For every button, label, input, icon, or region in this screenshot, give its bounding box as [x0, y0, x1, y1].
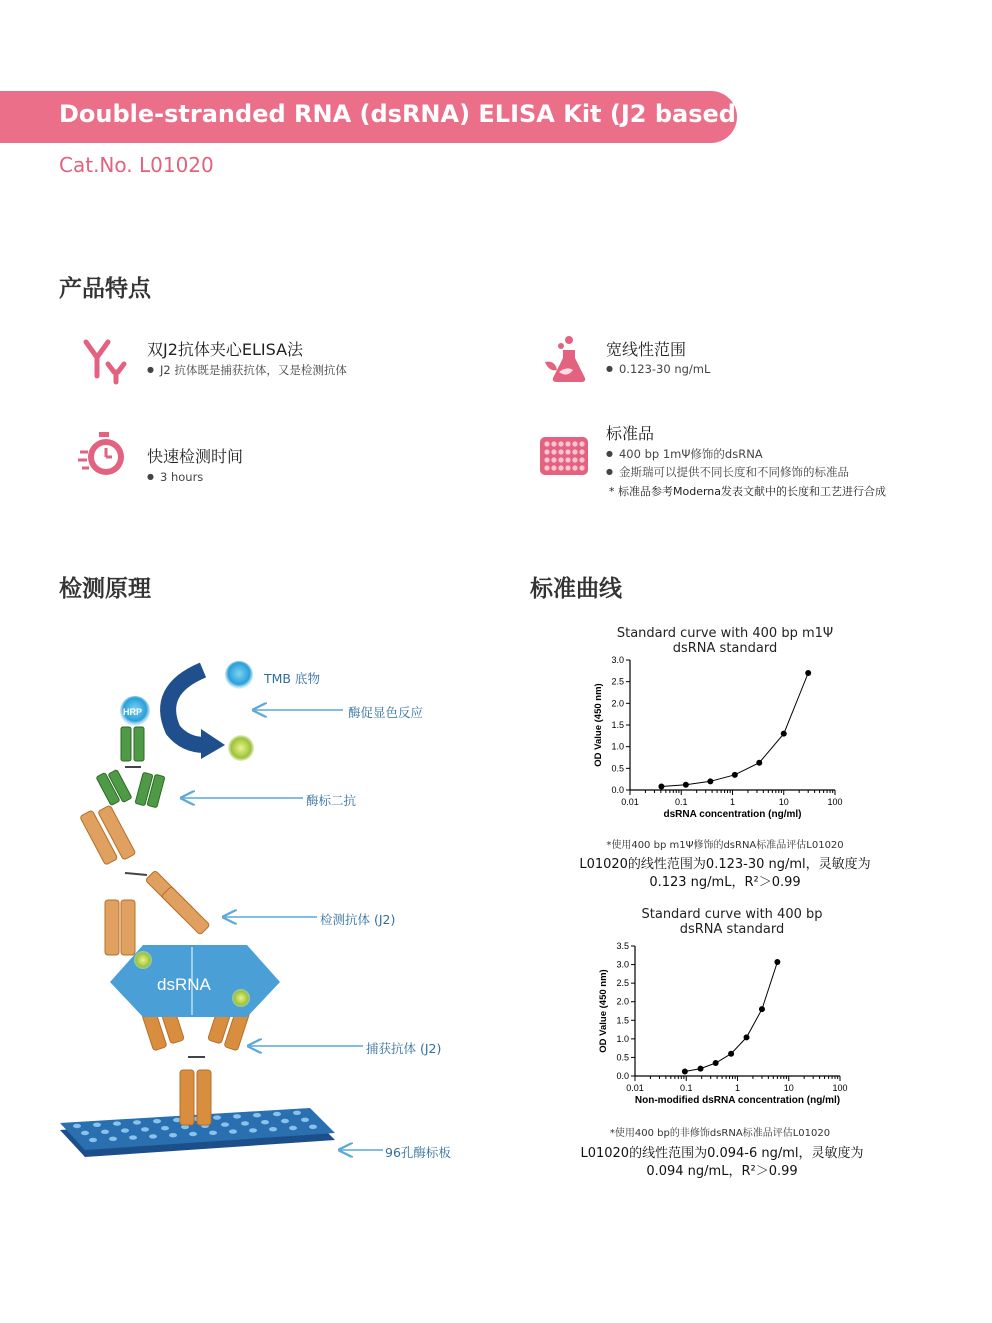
chart1-title: Standard curve with 400 bp m1Ψ dsRNA standard: [616, 626, 834, 656]
data-point: [732, 772, 738, 778]
x-tick-label: 100: [827, 797, 843, 807]
chart2-note: *使用400 bp的非修饰dsRNA标准品评估L01020: [609, 1128, 831, 1139]
feature-bullet: ● 0.123-30 ng/mL: [606, 362, 710, 376]
data-point: [707, 778, 713, 784]
label-enzyme-reaction: 酶促显色反应: [348, 705, 424, 720]
x-tick-label: 1: [734, 1083, 741, 1093]
svg-text:HRP: HRP: [123, 707, 143, 717]
y-tick-label: 1.5: [611, 720, 624, 730]
product-dot-icon: [228, 735, 254, 761]
fit-curve: [661, 673, 808, 787]
y-tick-label: 0.5: [616, 1052, 629, 1063]
label-detect: 检测抗体 (J2): [320, 912, 396, 927]
data-point: [759, 1006, 765, 1012]
y-tick-label: 1.5: [616, 1015, 629, 1026]
y-tick-label: 2.0: [611, 698, 624, 709]
data-point: [682, 1069, 688, 1075]
x-tick-label: 0.1: [674, 797, 688, 807]
x-axis-label: dsRNA concentration (ng/ml): [663, 809, 802, 820]
antibody-icon: [78, 336, 128, 386]
y-tick-label: 1.0: [616, 1033, 629, 1044]
label-tmb: TMB 底物: [264, 671, 320, 686]
data-point: [756, 760, 762, 766]
label-capture: 捕获抗体 (J2): [366, 1041, 442, 1056]
feature-title-standard: 标准品: [606, 424, 655, 443]
y-tick-label: 2.0: [616, 996, 629, 1007]
product-title: Double-stranded RNA (dsRNA) ELISA Kit (J2 based): [59, 100, 747, 128]
elisa-principle-diagram: [55, 645, 505, 1175]
x-tick-label: 10: [783, 1083, 794, 1093]
y-tick-label: 0.0: [611, 785, 624, 795]
label-plate: 96孔酶标板: [385, 1145, 451, 1160]
x-tick-label: 0.01: [626, 1083, 644, 1093]
chart1-note: *使用400 bp m1Ψ修饰的dsRNA标准品评估L01020: [606, 840, 844, 851]
standard-curve-chart-1: [585, 652, 865, 827]
y-tick-label: 2.5: [611, 676, 624, 687]
data-point: [683, 782, 689, 788]
y-tick-label: 3.0: [611, 655, 624, 665]
feature-bullet: ● J2 抗体既是捕获抗体，又是检测抗体: [147, 362, 347, 378]
y-tick-label: 2.5: [616, 978, 629, 989]
y-tick-label: 3.0: [616, 959, 629, 970]
x-tick-label: 10: [778, 797, 789, 807]
curves-heading: 标准曲线: [530, 576, 622, 602]
y-tick-label: 1.0: [611, 741, 624, 752]
x-tick-label: 0.01: [621, 797, 639, 807]
chart2-summary: L01020的线性范围为0.094-6 ng/ml，灵敏度为 0.094 ng/mL，R²＞0.99: [580, 1146, 864, 1179]
data-point: [728, 1051, 734, 1057]
data-point: [698, 1066, 704, 1072]
chart1-summary: L01020的线性范围为0.123-30 ng/ml，灵敏度为 0.123 ng/mL，R²＞0.99: [579, 857, 871, 890]
catalog-number: Cat.No. L01020: [59, 153, 214, 177]
y-tick-label: 3.5: [616, 941, 629, 951]
x-axis-label: Non-modified dsRNA concentration (ng/ml): [634, 1095, 841, 1106]
y-tick-label: 0.0: [616, 1071, 629, 1081]
data-point: [805, 670, 811, 676]
data-point: [744, 1034, 750, 1040]
standard-curve-chart-2: [590, 938, 870, 1116]
data-point: [774, 959, 780, 965]
feature-title-time: 快速检测时间: [147, 447, 244, 466]
detection-antibody: [80, 805, 210, 955]
chart2-title: Standard curve with 400 bp dsRNA standard: [641, 907, 823, 937]
feature-title-range: 宽线性范围: [606, 340, 687, 359]
stopwatch-icon: [78, 430, 128, 480]
x-tick-label: 1: [729, 797, 736, 807]
feature-title-sandwich: 双J2抗体夹心ELISA法: [147, 340, 304, 359]
y-tick-label: 0.5: [611, 763, 624, 774]
principle-heading: 检测原理: [59, 576, 151, 602]
x-tick-label: 0.1: [679, 1083, 693, 1093]
x-tick-label: 100: [832, 1083, 848, 1093]
feature-bullet: ● 3 hours: [147, 470, 203, 484]
tmb-substrate-icon: [225, 661, 253, 689]
y-axis-label: OD Value (450 nm): [598, 969, 609, 1053]
dsrna-label: dsRNA: [157, 975, 211, 994]
label-secondary: 酶标二抗: [306, 793, 357, 808]
features-heading: 产品特点: [59, 276, 151, 302]
flask-icon: [539, 334, 589, 384]
plate-icon: [539, 432, 589, 482]
data-point: [713, 1060, 719, 1066]
feature-bullet: ● 400 bp 1mΨ修饰的dsRNA: [606, 446, 763, 462]
data-point: [781, 731, 787, 737]
y-axis-label: OD Value (450 nm): [593, 683, 604, 767]
feature-bullet: ● 金斯瑞可以提供不同长度和不同修饰的标准品: [606, 464, 849, 480]
feature-note: * 标准品参考Moderna发表文献中的长度和工艺进行合成: [609, 485, 887, 498]
data-point: [658, 784, 664, 790]
